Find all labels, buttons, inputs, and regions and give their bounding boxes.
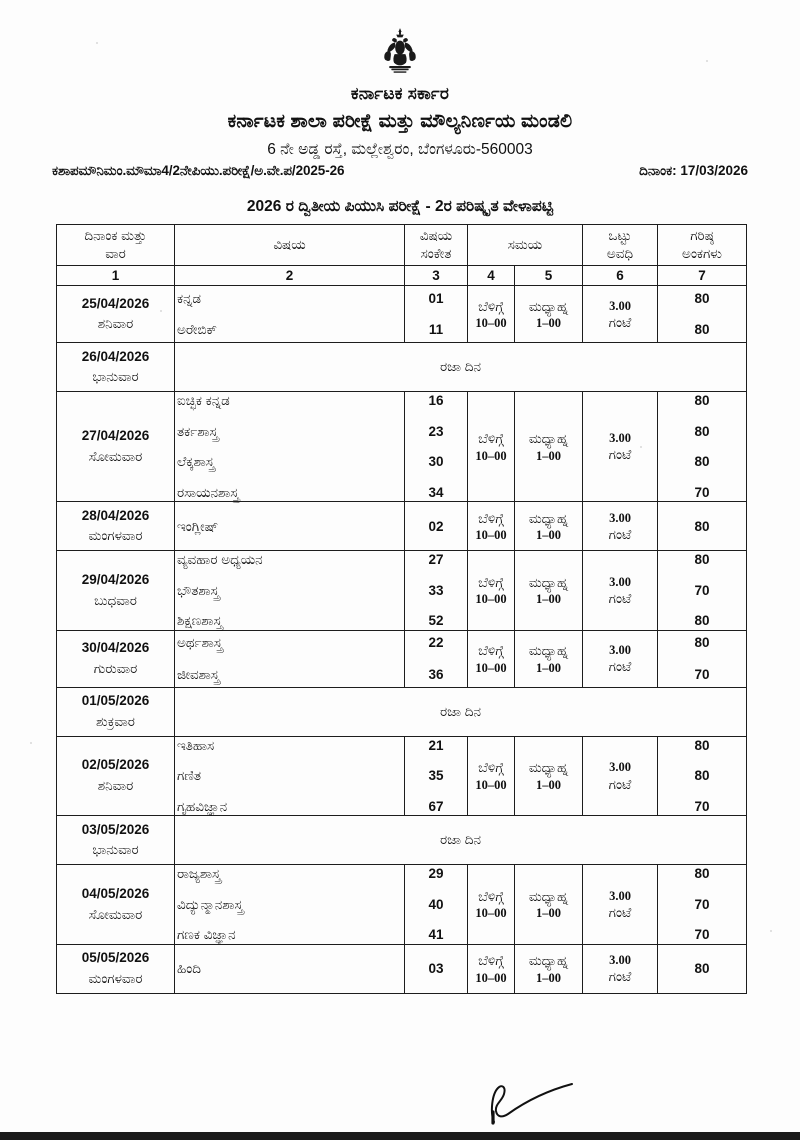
header-duration-line1: ಒಟ್ಟು — [608, 228, 632, 243]
exam-weekday: ಶುಕ್ರವಾರ — [96, 713, 135, 729]
header-date-day — [57, 225, 175, 266]
table-row — [57, 944, 747, 993]
end-time-value: 1–00 — [536, 660, 561, 675]
cell-subject-item: ಗೃಹವಿಜ್ಞಾನ — [177, 798, 228, 814]
cell-subject-item: ಇತಿಹಾಸ — [177, 737, 215, 753]
header-time: ಸಮಯ — [468, 225, 583, 266]
cell-subject-item: ಶಿಕ್ಷಣಶಾಸ್ತ್ರ — [177, 613, 223, 629]
exam-weekday: ಗುರುವಾರ — [93, 660, 138, 676]
cell-subject-code — [405, 392, 468, 502]
exam-date: 02/05/2026 — [81, 757, 150, 773]
cell-date-day — [57, 392, 175, 502]
table-row — [57, 392, 747, 502]
cell-subject-code-item: 22 — [428, 635, 444, 651]
exam-weekday: ಸೋಮವಾರ — [88, 448, 143, 464]
issue-date: ದಿನಾಂಕ: 17/03/2026 — [639, 163, 748, 178]
exam-date: 28/04/2026 — [81, 507, 150, 523]
duration-value: 3.00 — [609, 510, 631, 525]
karnataka-state-emblem-icon — [373, 26, 427, 80]
duration-unit: ಗಂಟೆ — [608, 526, 632, 542]
cell-start-time — [468, 865, 515, 945]
cell-subject-code-item: 01 — [428, 290, 444, 306]
cell-subject-code — [405, 286, 468, 343]
cell-subject-item: ರಸಾಯನಶಾಸ್ತ್ರ — [177, 484, 239, 500]
start-time-label: ಬೆಳಿಗ್ಗೆ — [478, 953, 504, 969]
exam-date: 01/05/2026 — [81, 693, 150, 709]
end-time-label: ಮಧ್ಯಾಹ್ನ — [528, 510, 569, 526]
column-number-1: 1 — [57, 266, 175, 286]
cell-max-marks-item: 80 — [694, 961, 710, 977]
cell-max-marks-item: 70 — [694, 484, 710, 500]
cell-subject-code-item: 52 — [428, 613, 444, 629]
cell-subject-code-item: 41 — [428, 927, 444, 943]
column-number-4: 4 — [468, 266, 515, 286]
cell-end-time — [515, 551, 583, 631]
cell-max-marks — [658, 502, 747, 551]
cell-subject-code-item: 29 — [428, 866, 444, 882]
cell-subject — [175, 392, 405, 502]
header-duration-line2: ಅವಧಿ — [606, 246, 634, 262]
cell-end-time — [515, 865, 583, 945]
cell-subject-code-item: 40 — [428, 896, 444, 912]
start-time-value: 10–00 — [475, 316, 507, 331]
start-time-value: 10–00 — [475, 448, 507, 463]
cell-subject — [175, 736, 405, 816]
start-time-label: ಬೆಳಿಗ್ಗೆ — [478, 574, 504, 590]
cell-max-marks-item: 80 — [694, 866, 710, 882]
cell-max-marks-item: 70 — [694, 896, 710, 912]
cell-max-marks-item: 80 — [694, 768, 710, 784]
table-column-number-row — [57, 266, 747, 286]
end-time-label: ಮಧ್ಯಾಹ್ನ — [528, 888, 569, 904]
cell-end-time — [515, 392, 583, 502]
cell-max-marks-item: 80 — [694, 635, 710, 651]
cell-subject-code — [405, 944, 468, 993]
header-subject: ವಿಷಯ — [175, 225, 405, 266]
cell-duration — [583, 392, 658, 502]
header-duration — [583, 225, 658, 266]
table-row — [57, 286, 747, 343]
cell-date-day — [57, 687, 175, 736]
column-number-5: 5 — [515, 266, 583, 286]
start-time-value: 10–00 — [475, 592, 507, 607]
cell-subject-item: ಅರೇಬಿಕ್ — [177, 322, 217, 338]
cell-date-day — [57, 865, 175, 945]
cell-date-day — [57, 630, 175, 687]
reference-number: ಕಶಾಪಮೌನಿಮಂ.ಮೌಮಾ4/2ನೇಪಿಯು.ಪರೀಕ್ಷೆ/ಅ.ವೇ.ಪ/2025-26 — [52, 163, 345, 178]
cell-max-marks-item: 70 — [694, 798, 710, 814]
cell-subject-code-item: 34 — [428, 484, 444, 500]
duration-value: 3.00 — [609, 760, 631, 775]
exam-weekday: ಸೋಮವಾರ — [88, 906, 143, 922]
cell-max-marks-item: 80 — [694, 423, 710, 439]
cell-max-marks — [658, 286, 747, 343]
exam-date: 25/04/2026 — [81, 295, 150, 311]
exam-weekday: ಶನಿವಾರ — [97, 778, 134, 794]
exam-date: 03/05/2026 — [81, 821, 150, 837]
table-row — [57, 736, 747, 816]
cell-subject-item: ವ್ಯವಹಾರ ಅಧ್ಯಯನ — [177, 552, 263, 568]
cell-date-day — [57, 816, 175, 865]
exam-weekday: ಶನಿವಾರ — [97, 316, 134, 332]
start-time-value: 10–00 — [475, 777, 507, 792]
cell-subject-item: ಗಣಿತ — [177, 768, 202, 784]
cell-subject-code-item: 35 — [428, 768, 444, 784]
end-time-label: ಮಧ್ಯಾಹ್ನ — [528, 760, 569, 776]
cell-subject-code — [405, 502, 468, 551]
cell-end-time — [515, 286, 583, 343]
header-subject-code-line1: ವಿಷಯ — [419, 228, 453, 243]
cell-holiday: ರಜಾ ದಿನ — [175, 687, 747, 736]
header-max-marks-line1: ಗರಿಷ್ಠ — [690, 228, 714, 243]
cell-end-time — [515, 502, 583, 551]
column-number-3: 3 — [405, 266, 468, 286]
cell-max-marks-item: 70 — [694, 666, 710, 682]
cell-subject-item: ಗಣಕ ವಿಜ್ಞಾನ — [177, 927, 236, 943]
table-row — [57, 551, 747, 631]
cell-subject-code-item: 21 — [428, 737, 444, 753]
cell-max-marks — [658, 944, 747, 993]
cell-end-time — [515, 944, 583, 993]
exam-weekday: ಬುಧವಾರ — [94, 592, 137, 608]
exam-date: 27/04/2026 — [81, 428, 150, 444]
page-bottom-edge — [0, 1132, 800, 1140]
cell-subject — [175, 944, 405, 993]
exam-date: 26/04/2026 — [81, 348, 150, 364]
cell-start-time — [468, 392, 515, 502]
end-time-label: ಮಧ್ಯಾಹ್ನ — [528, 298, 569, 314]
column-number-7: 7 — [658, 266, 747, 286]
cell-end-time — [515, 630, 583, 687]
cell-date-day — [57, 944, 175, 993]
cell-duration — [583, 551, 658, 631]
government-name: ಕರ್ನಾಟಕ ಸರ್ಕಾರ — [350, 84, 450, 103]
table-row — [57, 343, 747, 392]
table-row — [57, 630, 747, 687]
cell-duration — [583, 944, 658, 993]
cell-start-time — [468, 736, 515, 816]
cell-subject — [175, 865, 405, 945]
handwritten-signature-icon — [476, 1082, 596, 1128]
header-date-day-line2: ವಾರ — [105, 246, 126, 262]
header-date-day-line1: ದಿನಾಂಕ ಮತ್ತು — [84, 228, 147, 243]
cell-subject-item: ತರ್ಕಶಾಸ್ತ್ರ — [177, 423, 219, 439]
cell-max-marks — [658, 630, 747, 687]
cell-max-marks-item: 80 — [694, 737, 710, 753]
duration-unit: ಗಂಟೆ — [608, 659, 632, 675]
cell-subject-code — [405, 736, 468, 816]
cell-duration — [583, 630, 658, 687]
cell-max-marks-item: 70 — [694, 582, 710, 598]
table-row — [57, 502, 747, 551]
end-time-value: 1–00 — [536, 777, 561, 792]
start-time-value: 10–00 — [475, 528, 507, 543]
cell-end-time — [515, 736, 583, 816]
cell-duration — [583, 286, 658, 343]
start-time-value: 10–00 — [475, 970, 507, 985]
cell-date-day — [57, 286, 175, 343]
cell-subject-item: ವಿದ್ಯುನ್ಮಾನಶಾಸ್ತ್ರ — [177, 896, 244, 912]
cell-max-marks-item: 80 — [694, 454, 710, 470]
table-body — [57, 286, 747, 994]
start-time-label: ಬೆಳಿಗ್ಗೆ — [478, 643, 504, 659]
cell-subject-item: ಐಚ್ಛಿಕ ಕನ್ನಡ — [177, 393, 230, 409]
scan-speck — [770, 930, 772, 932]
cell-subject-code-item: 67 — [428, 798, 444, 814]
column-number-2: 2 — [175, 266, 405, 286]
cell-max-marks-item: 80 — [694, 322, 710, 338]
end-time-value: 1–00 — [536, 592, 561, 607]
cell-duration — [583, 865, 658, 945]
page-title: 2026 ರ ದ್ವಿತೀಯ ಪಿಯುಸಿ ಪರೀಕ್ಷೆ - 2ರ ಪರಿಷ್ಕೃತ ವೇಳಾಪಟ್ಟಿ — [246, 198, 554, 215]
duration-unit: ಗಂಟೆ — [608, 969, 632, 985]
cell-subject-item: ಇಂಗ್ಲೀಷ್ — [177, 518, 219, 534]
end-time-label: ಮಧ್ಯಾಹ್ನ — [528, 643, 569, 659]
cell-max-marks — [658, 736, 747, 816]
document-header — [0, 0, 800, 159]
cell-duration — [583, 502, 658, 551]
start-time-label: ಬೆಳಿಗ್ಗೆ — [478, 298, 504, 314]
duration-value: 3.00 — [609, 888, 631, 903]
header-subject-code — [405, 225, 468, 266]
cell-start-time — [468, 502, 515, 551]
duration-value: 3.00 — [609, 431, 631, 446]
cell-duration — [583, 736, 658, 816]
cell-subject-code-item: 27 — [428, 552, 444, 568]
cell-subject — [175, 286, 405, 343]
table-header-row — [57, 225, 747, 266]
cell-start-time — [468, 286, 515, 343]
scan-speck — [30, 742, 32, 744]
reference-row — [0, 163, 800, 179]
cell-subject-item: ಭೌತಶಾಸ್ತ್ರ — [177, 582, 220, 598]
exam-date: 05/05/2026 — [81, 950, 150, 966]
duration-unit: ಗಂಟೆ — [608, 776, 632, 792]
cell-date-day — [57, 343, 175, 392]
cell-date-day — [57, 736, 175, 816]
end-time-value: 1–00 — [536, 528, 561, 543]
exam-weekday: ಭಾನುವಾರ — [92, 369, 139, 385]
table-row — [57, 865, 747, 945]
end-time-value: 1–00 — [536, 316, 561, 331]
cell-subject-item: ಲೆಕ್ಕಶಾಸ್ತ್ರ — [177, 454, 215, 470]
cell-subject — [175, 502, 405, 551]
cell-date-day — [57, 551, 175, 631]
column-number-6: 6 — [583, 266, 658, 286]
table-row — [57, 687, 747, 736]
duration-unit: ಗಂಟೆ — [608, 905, 632, 921]
cell-subject-item: ಕನ್ನಡ — [177, 290, 202, 306]
start-time-label: ಬೆಳಿಗ್ಗೆ — [478, 510, 504, 526]
cell-max-marks-item: 80 — [694, 290, 710, 306]
end-time-label: ಮಧ್ಯಾಹ್ನ — [528, 574, 569, 590]
exam-date: 29/04/2026 — [81, 571, 150, 587]
exam-weekday: ಮಂಗಳವಾರ — [88, 528, 143, 544]
header-subject-code-line2: ಸಂಕೇತ — [420, 246, 452, 262]
cell-max-marks-item: 80 — [694, 393, 710, 409]
cell-subject-item: ರಾಜ್ಯಶಾಸ್ತ್ರ — [177, 866, 221, 882]
cell-subject-code — [405, 630, 468, 687]
start-time-label: ಬೆಳಿಗ್ಗೆ — [478, 431, 504, 447]
table-row — [57, 816, 747, 865]
cell-date-day — [57, 502, 175, 551]
board-name: ಕರ್ನಾಟಕ ಶಾಲಾ ಪರೀಕ್ಷೆ ಮತ್ತು ಮೌಲ್ಯನಿರ್ಣಯ ಮಂಡಲಿ — [227, 111, 573, 132]
cell-subject-code-item: 36 — [428, 666, 444, 682]
cell-subject-item: ಹಿಂದಿ — [177, 961, 201, 977]
cell-max-marks-item: 70 — [694, 927, 710, 943]
end-time-label: ಮಧ್ಯಾಹ್ನ — [528, 953, 569, 969]
cell-max-marks-item: 80 — [694, 518, 710, 534]
cell-subject — [175, 630, 405, 687]
duration-unit: ಗಂಟೆ — [608, 314, 632, 330]
cell-subject-code-item: 03 — [428, 961, 444, 977]
start-time-label: ಬೆಳಿಗ್ಗೆ — [478, 760, 504, 776]
cell-subject-code-item: 16 — [428, 393, 444, 409]
start-time-value: 10–00 — [475, 906, 507, 921]
exam-date: 30/04/2026 — [81, 640, 150, 656]
cell-holiday: ರಜಾ ದಿನ — [175, 343, 747, 392]
start-time-label: ಬೆಳಿಗ್ಗೆ — [478, 888, 504, 904]
cell-subject-item: ಅರ್ಥಶಾಸ್ತ್ರ — [177, 635, 223, 651]
header-max-marks-line2: ಅಂಕಗಳು — [682, 246, 722, 262]
cell-subject-code-item: 30 — [428, 454, 444, 470]
cell-subject-code — [405, 865, 468, 945]
cell-start-time — [468, 551, 515, 631]
cell-subject-code — [405, 551, 468, 631]
cell-max-marks-item: 80 — [694, 552, 710, 568]
cell-subject-code-item: 02 — [428, 518, 444, 534]
duration-unit: ಗಂಟೆ — [608, 591, 632, 607]
cell-max-marks — [658, 392, 747, 502]
board-address: 6 ನೇ ಅಡ್ಡ ರಸ್ತೆ, ಮಲ್ಲೇಶ್ವರಂ, ಬೆಂಗಳೂರು-560003 — [267, 141, 533, 158]
cell-subject-code-item: 23 — [428, 423, 444, 439]
cell-start-time — [468, 630, 515, 687]
duration-value: 3.00 — [609, 574, 631, 589]
header-max-marks — [658, 225, 747, 266]
cell-subject-item: ಜೀವಶಾಸ್ತ್ರ — [177, 666, 220, 682]
end-time-label: ಮಧ್ಯಾಹ್ನ — [528, 431, 569, 447]
cell-max-marks — [658, 551, 747, 631]
duration-unit: ಗಂಟೆ — [608, 447, 632, 463]
cell-subject-code-item: 33 — [428, 582, 444, 598]
cell-max-marks — [658, 865, 747, 945]
exam-timetable — [56, 224, 747, 994]
start-time-value: 10–00 — [475, 660, 507, 675]
duration-value: 3.00 — [609, 298, 631, 313]
cell-holiday: ರಜಾ ದಿನ — [175, 816, 747, 865]
cell-max-marks-item: 80 — [694, 613, 710, 629]
cell-subject — [175, 551, 405, 631]
exam-weekday: ಮಂಗಳವಾರ — [88, 970, 143, 986]
duration-value: 3.00 — [609, 643, 631, 658]
duration-value: 3.00 — [609, 953, 631, 968]
cell-subject-code-item: 11 — [428, 322, 444, 338]
end-time-value: 1–00 — [536, 970, 561, 985]
end-time-value: 1–00 — [536, 906, 561, 921]
exam-weekday: ಭಾನುವಾರ — [92, 842, 139, 858]
end-time-value: 1–00 — [536, 448, 561, 463]
cell-start-time — [468, 944, 515, 993]
exam-date: 04/05/2026 — [81, 885, 150, 901]
